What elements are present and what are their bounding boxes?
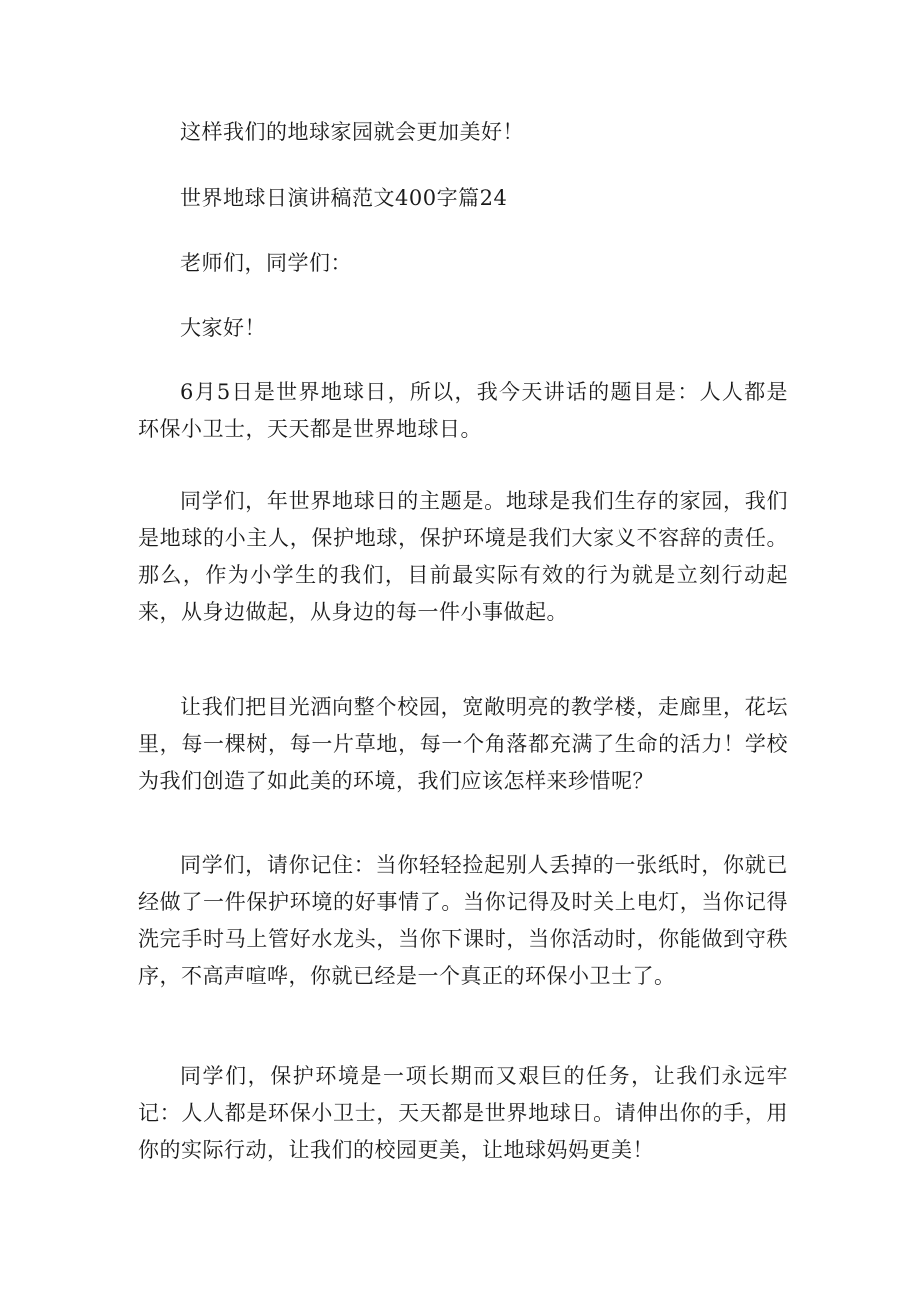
greeting: 大家好！ <box>180 316 266 340</box>
paragraph-remember: 同学们，请你记住：当你轻轻捡起别人丢掉的一张纸时，你就已经做了一件保护环境的好事情了。当你记得及时关上电灯，当你记得洗完手时马上管好水龙头，当你下课时，当你活动时，你能做到守秩序，不高声喧哗，你就已经是一个真正的环保小卫士了。 <box>138 853 788 988</box>
paragraph-closing-line: 这样我们的地球家园就会更加美好！ <box>180 120 524 144</box>
paragraph-conclusion: 同学们，保护环境是一项长期而又艰巨的任务，让我们永远牢记：人人都是环保小卫士，天天都是世界地球日。请伸出你的手，用你的实际行动，让我们的校园更美，让地球妈妈更美！ <box>138 1064 788 1162</box>
salutation: 老师们，同学们： <box>180 251 352 275</box>
paragraph-theme: 同学们，年世界地球日的主题是。地球是我们生存的家园，我们是地球的小主人，保护地球，保护环境是我们大家义不容辞的责任。那么，作为小学生的我们，目前最实际有效的行为就是立刻行动起来，从身边做起，从身边的每一件小事做起。 <box>138 489 788 624</box>
article-title: 世界地球日演讲稿范文400字篇24 <box>180 186 508 210</box>
paragraph-campus: 让我们把目光洒向整个校园，宽敞明亮的教学楼，走廊里，花坛里，每一棵树，每一片草地，每一个角落都充满了生命的活力！学校为我们创造了如此美的环境，我们应该怎样来珍惜呢？ <box>138 695 788 793</box>
paragraph-topic: 6月5日是世界地球日，所以，我今天讲话的题目是：人人都是环保小卫士，天天都是世界地球日。 <box>138 380 788 441</box>
